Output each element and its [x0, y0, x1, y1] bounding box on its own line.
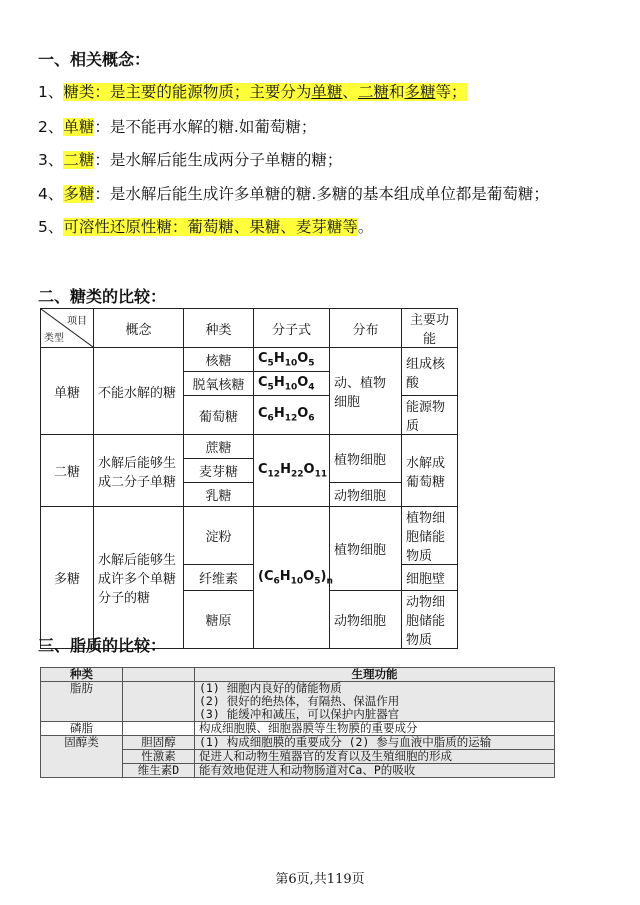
di-distribution-2: 动物细胞 — [330, 483, 402, 507]
lipid-comparison-table — [40, 667, 555, 778]
lipid-phospho-name: 磷脂 — [41, 722, 123, 736]
section2-title: 二、糖类的比较： — [38, 287, 167, 306]
sterol-sub-1: 胆固醇 — [123, 736, 195, 750]
mono-formula-3: $C_6H_{12}O_6$ — [254, 396, 330, 435]
di-distribution-1: 植物细胞 — [330, 435, 402, 483]
sugar-comparison-table — [40, 308, 458, 649]
mono-type: 单糖 — [41, 348, 94, 435]
concept-line-3: 3、二糖：是水解后能生成两分子单糖的糖； — [38, 151, 343, 169]
poly-kind-2: 纤维素 — [184, 565, 254, 591]
mono-formula-2: $C_5H_{10}O_4$ — [254, 372, 330, 396]
sterol-func-2: 促进人和动物生殖器官的发育以及生殖细胞的形成 — [195, 750, 555, 764]
mono-kind-2: 脱氧核糖 — [184, 372, 254, 396]
poly-function-3: 动物细胞储能物质 — [402, 591, 458, 649]
concept-line-4: 4、多糖：是水解后能生成许多单糖的糖.多糖的基本组成单位都是葡萄糖； — [38, 185, 549, 203]
mono-kind-3: 葡萄糖 — [184, 396, 254, 435]
di-formula: $C_{12}H_{22}O_{11}$ — [254, 435, 330, 507]
mono-concept: 不能水解的糖 — [94, 348, 184, 435]
poly-function-1: 植物细胞储能物质 — [402, 507, 458, 565]
concept-line-5: 5、可溶性还原性糖：葡萄糖、果糖、麦芽糖等。 — [38, 218, 374, 236]
sterol-func-3: 能有效地促进人和动物肠道对Ca、P的吸收 — [195, 764, 555, 778]
sterol-sub-2: 性激素 — [123, 750, 195, 764]
di-type: 二糖 — [41, 435, 94, 507]
section3-title: 三、脂质的比较： — [38, 636, 167, 655]
sterol-sub-3: 维生素D — [123, 764, 195, 778]
poly-formula: $(C_6H_{10}O_5)_n$ — [254, 507, 330, 649]
poly-function-2: 细胞壁 — [402, 565, 458, 591]
lipid-fat-function: (1) 细胞内良好的储能物质 (2) 很好的绝热体，有隔热、保温作用 (3) 能缓冲和减压，可以保护内脏器官 — [195, 682, 555, 722]
sterol-func-1: (1) 构成细胞膜的重要成分 (2) 参与血液中脂质的运输 — [195, 736, 555, 750]
concept-line-2: 2、单糖：是不能再水解的糖.如葡萄糖； — [38, 118, 317, 136]
page-footer: 第6页,共119页 — [275, 872, 365, 887]
lipid-sterol-name: 固醇类 — [41, 736, 123, 778]
di-function: 水解成葡萄糖 — [402, 435, 458, 507]
poly-distribution-1: 植物细胞 — [330, 507, 402, 591]
di-kind-2: 麦芽糖 — [184, 459, 254, 483]
di-kind-1: 蔗糖 — [184, 435, 254, 459]
header-diagonal-cell: 项目 类型 — [41, 309, 94, 348]
mono-distribution: 动、植物细胞 — [330, 348, 402, 435]
header-distribution: 分布 — [330, 309, 402, 348]
poly-type: 多糖 — [41, 507, 94, 649]
mono-formula-1: $C_5H_{10}O_5$ — [254, 348, 330, 372]
poly-concept: 水解后能够生成许多个单糖分子的糖 — [94, 507, 184, 649]
lipid-header-function: 生理功能 — [195, 668, 555, 682]
header-concept: 概念 — [94, 309, 184, 348]
lipid-fat-name: 脂肪 — [41, 682, 123, 722]
header-kind: 种类 — [184, 309, 254, 348]
lipid-phospho-function: 构成细胞膜、细胞器膜等生物膜的重要成分 — [195, 722, 555, 736]
header-function: 主要功能 — [402, 309, 458, 348]
poly-distribution-2: 动物细胞 — [330, 591, 402, 649]
di-kind-3: 乳糖 — [184, 483, 254, 507]
mono-function-2: 能源物质 — [402, 396, 458, 435]
poly-kind-3: 糖原 — [184, 591, 254, 649]
di-concept: 水解后能够生成二分子单糖 — [94, 435, 184, 507]
section1-title: 一、相关概念： — [38, 50, 151, 69]
lipid-header-kind: 种类 — [41, 668, 123, 682]
header-formula: 分子式 — [254, 309, 330, 348]
poly-kind-1: 淀粉 — [184, 507, 254, 565]
mono-kind-1: 核糖 — [184, 348, 254, 372]
mono-function-1: 组成核酸 — [402, 348, 458, 396]
concept-line-1: 1、糖类：是主要的能源物质；主要分为单糖、二糖和多糖等； — [38, 83, 467, 101]
